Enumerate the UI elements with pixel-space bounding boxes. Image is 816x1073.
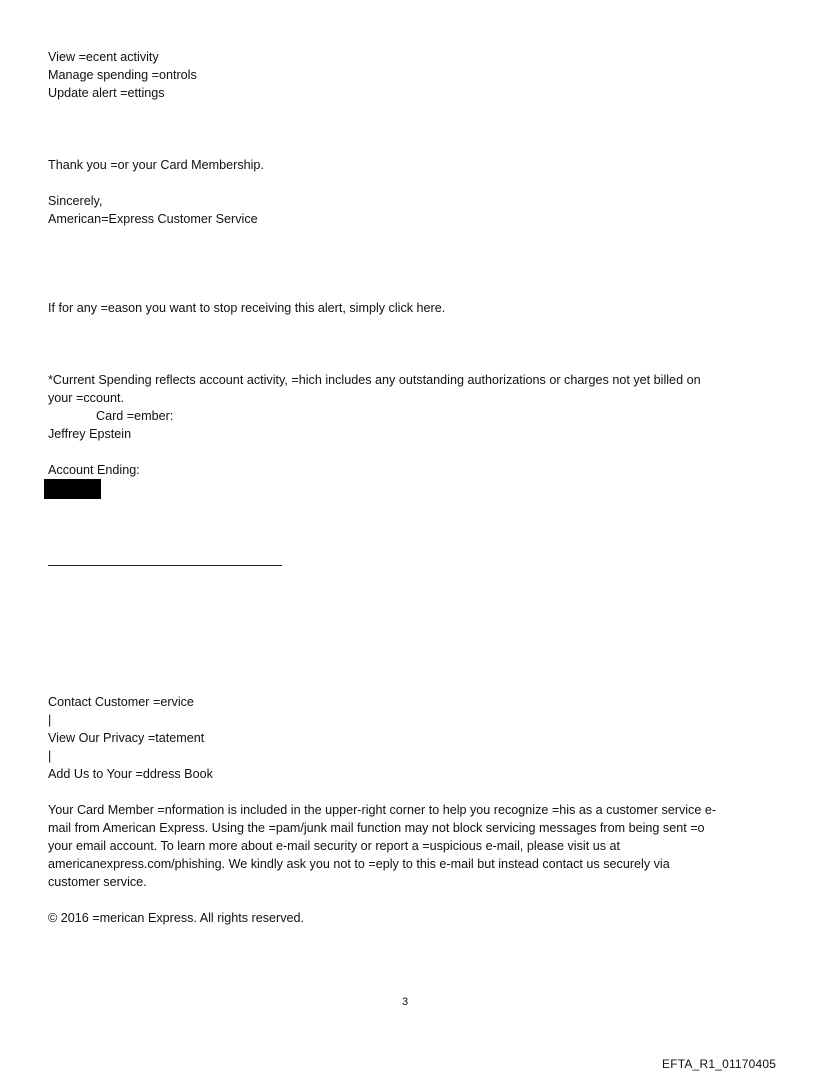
contact-customer-service-link[interactable]: Contact Customer =ervice [48, 695, 194, 709]
disclaimer-line-2: mail from American Express. Using the =pam/junk mail function may not block servicing messages from being sent =o [48, 821, 705, 835]
sender-name: American=Express Customer Service [48, 212, 258, 226]
card-member-label: Card =ember: [96, 409, 174, 423]
card-member-name: Jeffrey Epstein [48, 427, 132, 441]
document-id: EFTA_R1_01170405 [662, 1057, 777, 1071]
privacy-statement-link[interactable]: View Our Privacy =tatement [48, 731, 205, 745]
disclaimer-line-3: your email account. To learn more about e-mail security or report a =uspicious e-mail, please visit us at [48, 839, 620, 853]
account-ending-label: Account Ending: [48, 463, 140, 477]
closing-text: Sincerely, [48, 194, 103, 208]
thank-you-text: Thank you =or your Card Membership. [48, 158, 264, 172]
page-number: 3 [402, 996, 409, 1008]
unsubscribe-text[interactable]: If for any =eason you want to stop receiving this alert, simply click here. [48, 301, 446, 315]
spending-note-line-1: *Current Spending reflects account activity, =hich includes any outstanding authorizations or charges not yet billed on [48, 373, 701, 387]
redaction-box [44, 479, 101, 499]
view-recent-activity-link[interactable]: View =ecent activity [48, 50, 159, 64]
disclaimer-line-1: Your Card Member =nformation is included in the upper-right corner to help you recognize =his as a customer service e- [48, 803, 717, 817]
disclaimer-line-5: customer service. [48, 875, 147, 889]
spending-note-line-2: your =ccount. [48, 391, 124, 405]
add-to-address-book-link[interactable]: Add Us to Your =ddress Book [48, 767, 213, 781]
manage-spending-controls-link[interactable]: Manage spending =ontrols [48, 68, 197, 82]
disclaimer-line-4: americanexpress.com/phishing. We kindly ask you not to =eply to this e-mail but instead contact us securely via [48, 857, 670, 871]
divider [48, 565, 282, 566]
copyright-text: © 2016 =merican Express. All rights reserved. [48, 911, 305, 925]
footer-separator: | [48, 749, 52, 763]
update-alert-settings-link[interactable]: Update alert =ettings [48, 86, 165, 100]
footer-separator: | [48, 713, 52, 727]
